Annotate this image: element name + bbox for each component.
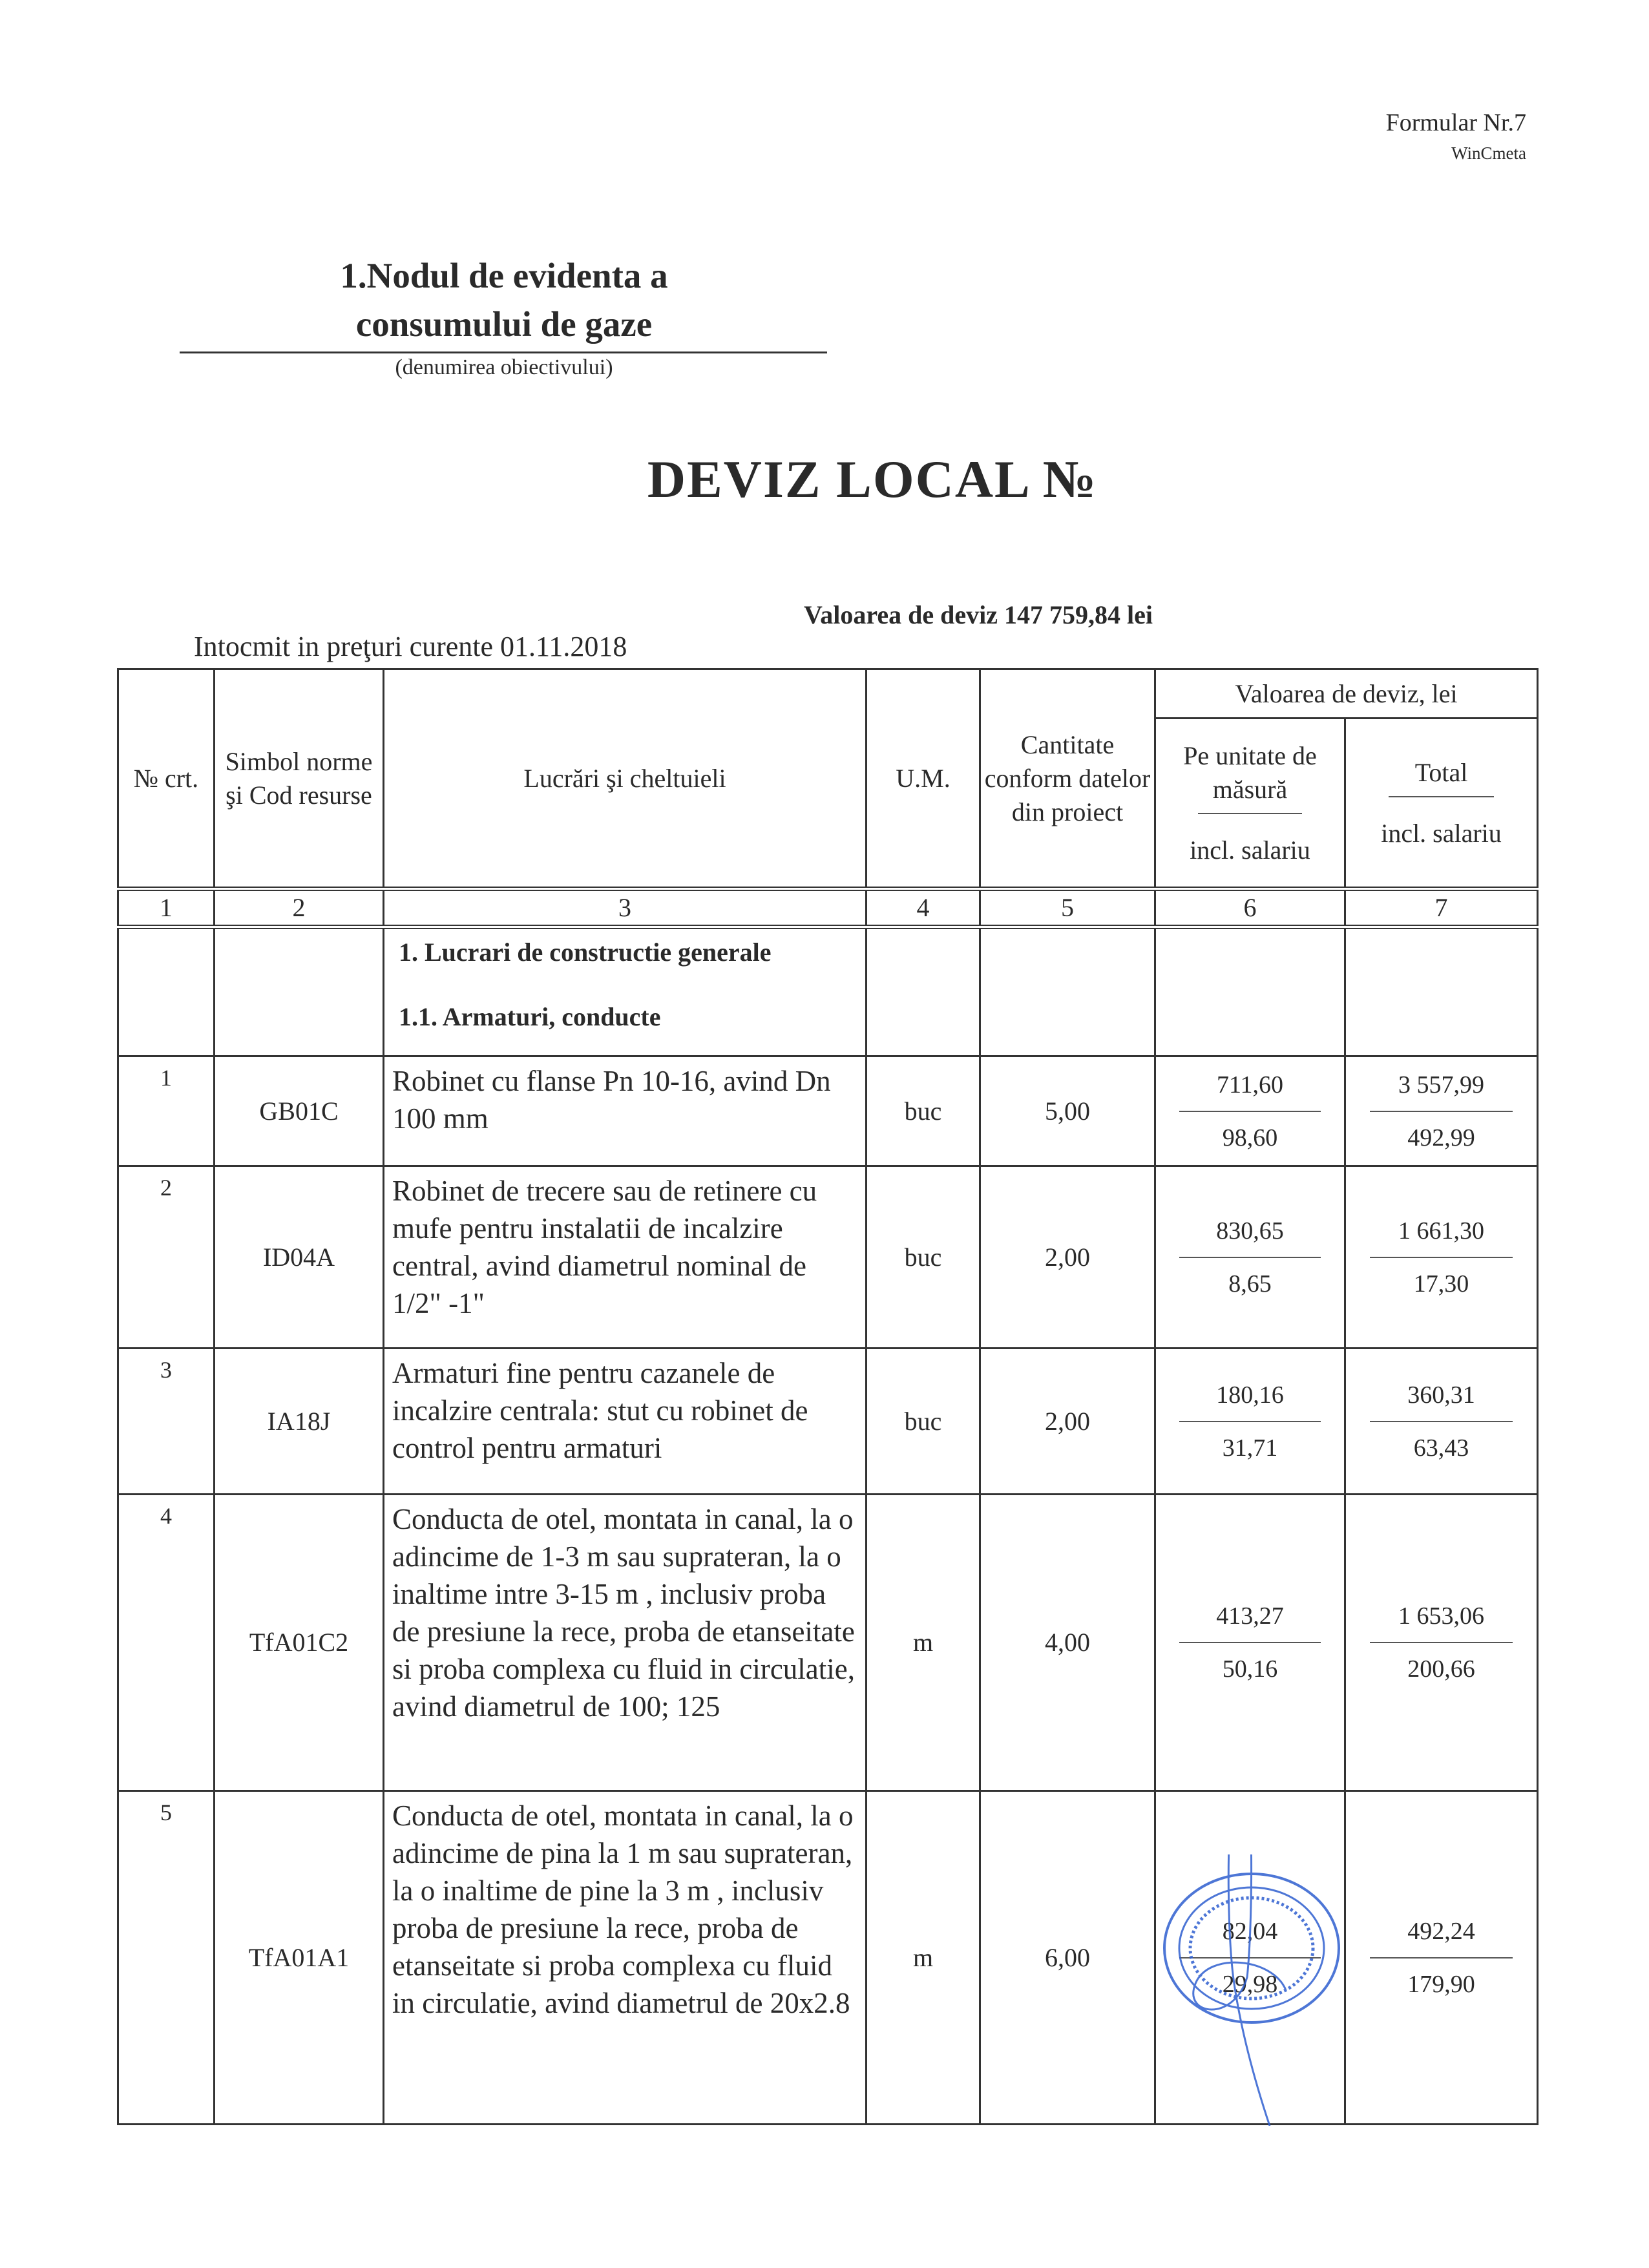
subsection-title: 1.1. Armaturi, conducte	[399, 1002, 661, 1031]
work-description: Robinet de trecere sau de retinere cu mufe pentru instalatii de incalzire central, avind diametrul nominal de 1/2" -1"	[384, 1166, 867, 1349]
total-label: Total	[1414, 757, 1468, 787]
unit-of-measure: m	[867, 1791, 980, 2125]
column-number: 3	[384, 889, 867, 927]
divider	[1389, 796, 1493, 797]
total-price: 1 661,30	[1398, 1217, 1484, 1244]
total-price-cell	[1345, 1495, 1538, 1791]
empty-cell	[980, 927, 1155, 1056]
column-number: 6	[1155, 889, 1345, 927]
prices-note: Intocmit in preţuri curente 01.11.2018	[194, 631, 627, 662]
row-number: 3	[118, 1349, 215, 1495]
unit-of-measure: buc	[867, 1166, 980, 1349]
column-number: 7	[1345, 889, 1538, 927]
row-number: 5	[118, 1791, 215, 2125]
column-number: 5	[980, 889, 1155, 927]
header-nr: № crt.	[118, 669, 215, 889]
unit-price-cell	[1155, 1056, 1345, 1166]
unit-price: 413,27	[1216, 1602, 1284, 1630]
resource-code: IA18J	[215, 1349, 384, 1495]
header-um: U.M.	[867, 669, 980, 889]
unit-price-cell	[1155, 1791, 1345, 2125]
object-name-line2: consumului de gaze	[355, 304, 653, 344]
table-row	[118, 1495, 1538, 1791]
work-description: Conducta de otel, montata in canal, la o adincime de pina la 1 m sau suprateran, la o inaltime de pine la 3 m , inclusiv proba de presiune la rece, proba de etanseitate si proba complexa cu fluid in circulatie, avind diametrul de 20x2.8	[384, 1791, 867, 2125]
unit-price-label: Pe unitate de măsură	[1183, 740, 1317, 804]
empty-cell	[1345, 927, 1538, 1056]
empty-cell	[867, 927, 980, 1056]
unit-price: 82,04	[1222, 1917, 1278, 1945]
unit-price: 830,65	[1216, 1217, 1284, 1244]
total-price-salary: 492,99	[1407, 1124, 1475, 1151]
object-underline	[180, 352, 827, 353]
column-number: 2	[215, 889, 384, 927]
unit-price-cell	[1155, 1495, 1345, 1791]
header-total	[1345, 719, 1538, 889]
row-number: 4	[118, 1495, 215, 1791]
table-row	[118, 1791, 1538, 2125]
quantity: 5,00	[980, 1056, 1155, 1166]
header-code: Simbol norme şi Cod resurse	[215, 669, 384, 889]
header-qty: Cantitate conform datelor din proiect	[980, 669, 1155, 889]
resource-code: TfA01C2	[215, 1495, 384, 1791]
form-number: Formular Nr.7	[1385, 109, 1526, 136]
estimate-value: Valoarea de deviz 147 759,84 lei	[804, 600, 1153, 629]
total-price-salary: 200,66	[1407, 1655, 1475, 1683]
total-price: 492,24	[1407, 1917, 1475, 1945]
total-price-salary: 63,43	[1413, 1434, 1469, 1462]
unit-price-salary: 50,16	[1222, 1655, 1278, 1683]
quantity: 4,00	[980, 1495, 1155, 1791]
total-price-salary: 179,90	[1407, 1970, 1475, 1998]
software-name: WinCmeta	[1451, 143, 1526, 163]
resource-code: TfA01A1	[215, 1791, 384, 2125]
work-description: Armaturi fine pentru cazanele de incalzire centrala: stut cu robinet de control pentru armaturi	[384, 1349, 867, 1495]
unit-price-salary: 31,71	[1222, 1434, 1278, 1462]
total-price-cell	[1345, 1056, 1538, 1166]
quantity: 2,00	[980, 1349, 1155, 1495]
header-value-group: Valoarea de deviz, lei	[1155, 669, 1538, 719]
unit-price: 180,16	[1216, 1381, 1284, 1409]
unit-price-cell	[1155, 1349, 1345, 1495]
unit-of-measure: buc	[867, 1056, 980, 1166]
header-works: Lucrări şi cheltuieli	[384, 669, 867, 889]
resource-code: GB01C	[215, 1056, 384, 1166]
total-price: 1 653,06	[1398, 1602, 1484, 1630]
total-price: 360,31	[1407, 1381, 1475, 1409]
total-price-cell	[1345, 1349, 1538, 1495]
unit-of-measure: m	[867, 1495, 980, 1791]
total-price: 3 557,99	[1398, 1071, 1484, 1098]
section-cell	[384, 927, 867, 1056]
table-row	[118, 1349, 1538, 1495]
object-caption: (denumirea obiectivului)	[395, 355, 613, 379]
empty-cell	[215, 927, 384, 1056]
estimate-table	[117, 668, 1539, 2125]
total-salary-label: incl. salariu	[1381, 818, 1502, 848]
divider	[1198, 813, 1301, 814]
table-row	[118, 1166, 1538, 1349]
unit-price-cell	[1155, 1166, 1345, 1349]
empty-cell	[1155, 927, 1345, 1056]
total-price-cell	[1345, 1166, 1538, 1349]
total-price-salary: 17,30	[1413, 1270, 1469, 1297]
unit-price: 711,60	[1216, 1071, 1284, 1098]
empty-cell	[118, 927, 215, 1056]
row-number: 2	[118, 1166, 215, 1349]
unit-price-salary: 98,60	[1222, 1124, 1278, 1151]
quantity: 2,00	[980, 1166, 1155, 1349]
total-price-cell	[1345, 1791, 1538, 2125]
column-number: 1	[118, 889, 215, 927]
page-title: DEVIZ LOCAL №	[647, 450, 1098, 509]
unit-of-measure: buc	[867, 1349, 980, 1495]
resource-code: ID04A	[215, 1166, 384, 1349]
unit-price-salary: 8,65	[1228, 1270, 1272, 1297]
unit-price-salary: 29,98	[1222, 1970, 1278, 1998]
table-row	[118, 1056, 1538, 1166]
object-name-line1: 1.Nodul de evidenta a	[340, 256, 668, 295]
work-description: Robinet cu flanse Pn 10-16, avind Dn 100 mm	[384, 1056, 867, 1166]
section-title: 1. Lucrari de constructie generale	[399, 938, 772, 967]
unit-salary-label: incl. salariu	[1190, 835, 1310, 865]
header-unit-price	[1155, 719, 1345, 889]
work-description: Conducta de otel, montata in canal, la o adincime de 1-3 m sau suprateran, la o inaltime intre 3-15 m , inclusiv proba de presiune la rece, proba de etanseitate si proba complexa cu fluid in circulatie, avind diametrul de 100; 125	[384, 1495, 867, 1791]
quantity: 6,00	[980, 1791, 1155, 2125]
column-number: 4	[867, 889, 980, 927]
row-number: 1	[118, 1056, 215, 1166]
